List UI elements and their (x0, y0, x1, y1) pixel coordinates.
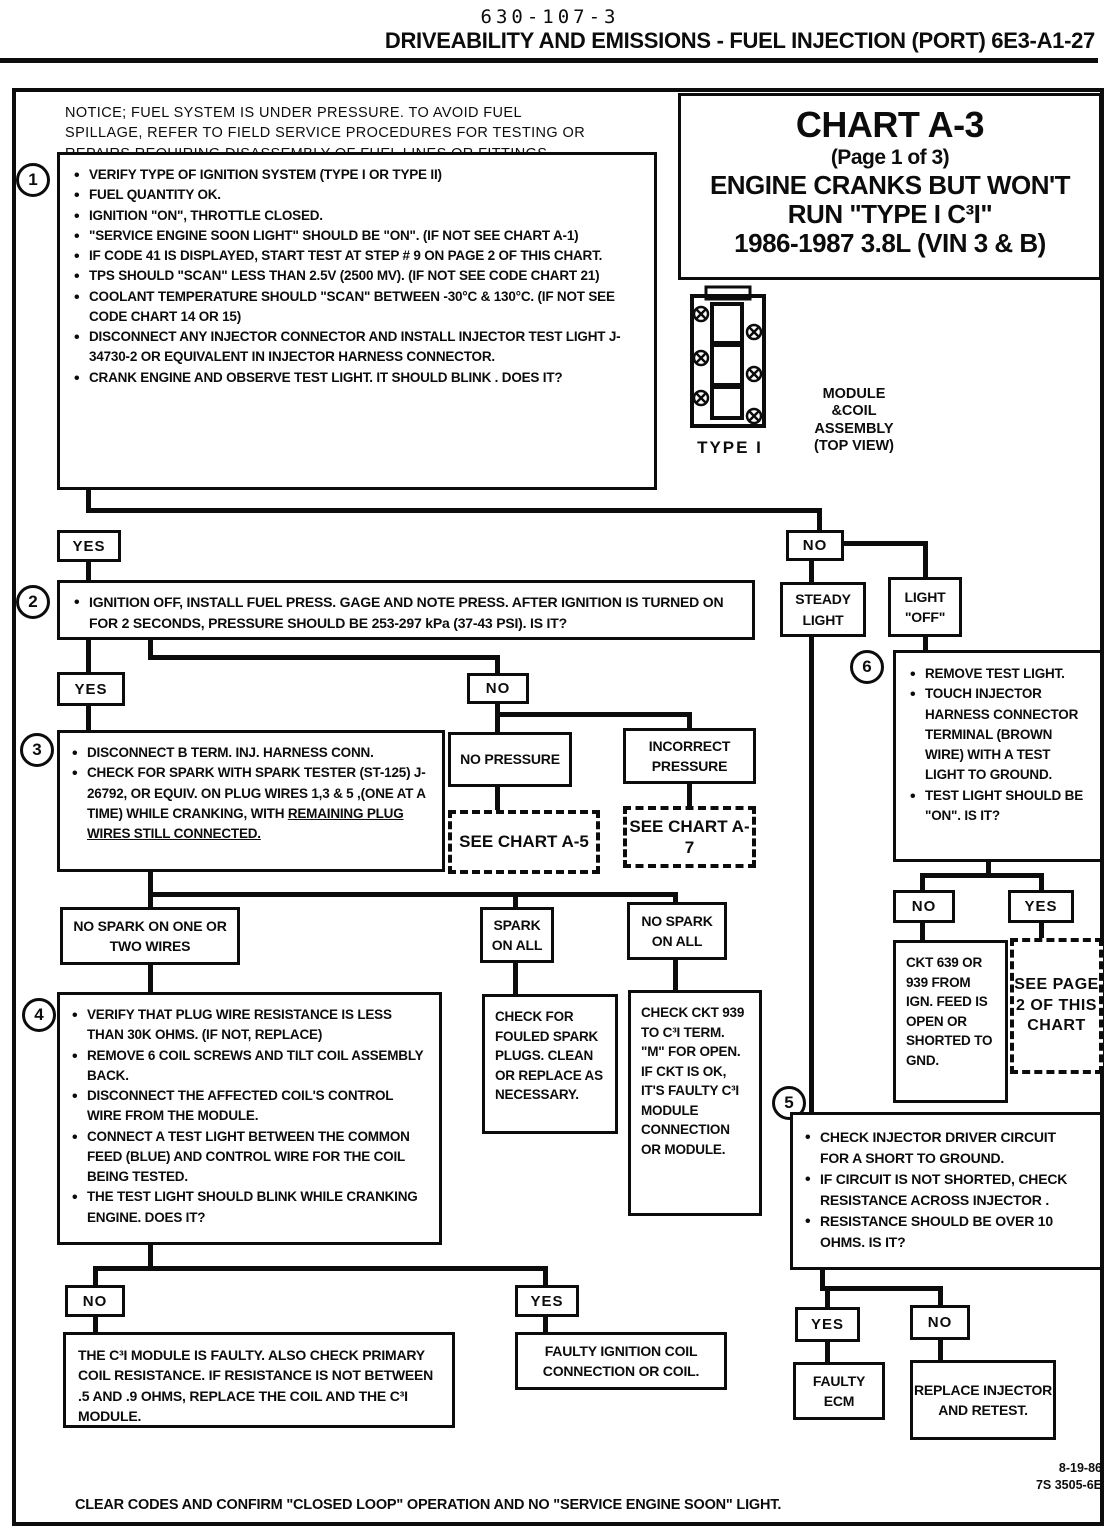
step-2-box (57, 580, 755, 640)
step-4-number: 4 (22, 998, 56, 1032)
connector (825, 1286, 830, 1309)
chart-title-block (678, 93, 1102, 280)
footer-code: 7S 3505-6E (1035, 1477, 1102, 1492)
step-1-bullet: • IF CODE 41 IS DISPLAYED, START TEST AT STEP # 9 ON PAGE 2 OF THIS CHART. (74, 246, 640, 266)
step-1-bullet: • "SERVICE ENGINE SOON LIGHT" SHOULD BE "ON". (IF NOT SEE CHART A-1) (74, 226, 640, 246)
connector (687, 784, 692, 808)
see-page-2-reference: SEE PAGE 2 OF THIS CHART (1010, 938, 1103, 1074)
outcome-faulty-ecm: FAULTY ECM (793, 1362, 885, 1420)
step-6-bullet: • REMOVE TEST LIGHT. (910, 664, 1090, 684)
outcome-c3i-module-faulty: THE C³I MODULE IS FAULTY. ALSO CHECK PRIMARY COIL RESISTANCE. IF RESISTANCE IS NOT BETWEEN .5 AND .9 OHMS, REPLACE THE COIL AND THE C³I MODULE. (63, 1332, 455, 1428)
step-5-box (790, 1112, 1103, 1270)
step-6-number: 6 (850, 650, 884, 684)
decision-no-3: NO (893, 890, 955, 923)
step-2-bullet: • IGNITION OFF, INSTALL FUEL PRESS. GAGE AND NOTE PRESS. AFTER IGNITION IS TURNED ON FOR 2 SECONDS, PRESSURE SHOULD BE 253-297 kPa (37-43 PSI). IS IT? (74, 592, 738, 634)
step-3-bullet-underlined: REMAINING PLUG WIRES STILL CONNECTED. (87, 805, 404, 841)
connector (938, 1340, 943, 1362)
connector (148, 965, 153, 993)
decision-yes-3: YES (1008, 890, 1074, 923)
notice-line: NOTICE; FUEL SYSTEM IS UNDER PRESSURE. TO AVOID FUEL (65, 105, 522, 121)
module-coil-assembly-diagram (686, 284, 774, 436)
decision-yes-4: YES (515, 1285, 579, 1317)
chart-page-ref: (Page 1 of 3) (830, 146, 950, 170)
branch-no-spark-one-two: NO SPARK ON ONE OR TWO WIRES (60, 907, 240, 965)
branch-steady-light: STEADY LIGHT (780, 582, 866, 637)
module-caption-line: MODULE (822, 386, 886, 402)
connector (920, 873, 1044, 878)
connector (923, 541, 928, 579)
connector (820, 1286, 943, 1291)
chart-title: CHART A-3 (795, 104, 985, 145)
branch-no-pressure: NO PRESSURE (448, 732, 572, 787)
step-1-bullet: • TPS SHOULD "SCAN" LESS THAN 2.5V (2500 MV). (IF NOT SEE CODE CHART 21) (74, 266, 640, 286)
decision-no-4: NO (65, 1285, 125, 1317)
connector (809, 636, 814, 1114)
header-rule (0, 58, 1098, 63)
step-6-box (893, 650, 1103, 862)
chart-subtitle: ENGINE CRANKS BUT WON'T (709, 169, 1071, 200)
step-4-bullet: • CONNECT A TEST LIGHT BETWEEN THE COMMON FEED (BLUE) AND CONTROL WIRE FOR THE COIL BEING TESTED. (72, 1127, 427, 1188)
footer-date: 8-19-86 (1058, 1461, 1102, 1475)
step-4-bullet: • DISCONNECT THE AFFECTED COIL'S CONTROL WIRE FROM THE MODULE. (72, 1086, 427, 1127)
connector (93, 1266, 548, 1271)
connector (513, 963, 518, 995)
step-3-bullet (72, 763, 430, 844)
step-3-bullet: • DISCONNECT B TERM. INJ. HARNESS CONN. (72, 743, 430, 763)
decision-no-5: NO (910, 1305, 970, 1340)
outcome-check-ckt-939: CHECK CKT 939 TO C³I TERM. "M" FOR OPEN. IF CKT IS OK, IT'S FAULTY C³I MODULE CONNECTION OR MODULE. (628, 990, 762, 1216)
decision-yes-2: YES (57, 672, 125, 706)
notice-line: SPILLAGE, REFER TO FIELD SERVICE PROCEDURES FOR TESTING OR (65, 125, 586, 142)
step-5-bullet: • CHECK INJECTOR DRIVER CIRCUIT FOR A SHORT TO GROUND. (805, 1127, 1088, 1169)
module-caption-line: &COIL (831, 403, 877, 420)
connector (86, 560, 91, 582)
step-1-bullet: • COOLANT TEMPERATURE SHOULD "SCAN" BETWEEN -30°C & 130°C. (IF NOT SEE CODE CHART 14 OR 15) (74, 287, 640, 328)
module-caption-line: (TOP VIEW) (813, 438, 895, 455)
see-chart-a7-reference: SEE CHART A-7 (623, 806, 756, 868)
step-1-bullet: • IGNITION "ON", THROTTLE CLOSED. (74, 206, 640, 226)
chart-subtitle: RUN "TYPE I C³I" (787, 198, 993, 229)
step-5-number: 5 (772, 1086, 806, 1120)
connector (938, 1286, 943, 1307)
step-4-bullet: • REMOVE 6 COIL SCREWS AND TILT COIL ASSEMBLY BACK. (72, 1046, 427, 1087)
step-1-box (57, 152, 657, 490)
outcome-check-fouled-plugs: CHECK FOR FOULED SPARK PLUGS. CLEAN OR REPLACE AS NECESSARY. (482, 994, 618, 1134)
see-chart-a5-reference: SEE CHART A-5 (448, 810, 600, 874)
module-type-label: TYPE I (697, 438, 763, 457)
connector (495, 704, 500, 734)
decision-no-2: NO (467, 673, 529, 704)
step-1-bullet: • CRANK ENGINE AND OBSERVE TEST LIGHT. IT SHOULD BLINK . DOES IT? (74, 368, 640, 388)
connector (148, 892, 678, 897)
step-6-bullet: • TOUCH INJECTOR HARNESS CONNECTOR TERMINAL (BROWN WIRE) WITH A TEST LIGHT TO GROUND. (910, 684, 1090, 785)
step-4-bullet: • VERIFY THAT PLUG WIRE RESISTANCE IS LESS THAN 30K OHMS. (IF NOT, REPLACE) (72, 1005, 427, 1046)
branch-no-spark-all: NO SPARK ON ALL (627, 902, 727, 960)
module-caption (798, 386, 910, 456)
step-1-bullet: • DISCONNECT ANY INJECTOR CONNECTOR AND INSTALL INJECTOR TEST LIGHT J-34730-2 OR EQUIVALENT IN INJECTOR HARNESS CONNECTOR. (74, 327, 640, 368)
connector (93, 1266, 98, 1287)
step-4-box (57, 992, 442, 1245)
connector (543, 1266, 548, 1287)
step-5-bullet: • IF CIRCUIT IS NOT SHORTED, CHECK RESISTANCE ACROSS INJECTOR . (805, 1169, 1088, 1211)
step-4-bullet: • THE TEST LIGHT SHOULD BLINK WHILE CRANKING ENGINE. DOES IT? (72, 1187, 427, 1228)
decision-no-1: NO (786, 530, 844, 561)
step-1-bullet: • FUEL QUANTITY OK. (74, 185, 640, 205)
connector (86, 508, 822, 513)
step-3-box (57, 730, 445, 872)
decision-yes-5: YES (795, 1307, 860, 1342)
connector (843, 541, 928, 546)
outcome-ckt-639-open: CKT 639 OR 939 FROM IGN. FEED IS OPEN OR SHORTED TO GND. (893, 940, 1008, 1103)
footer-note: CLEAR CODES AND CONFIRM "CLOSED LOOP" OPERATION AND NO "SERVICE ENGINE SOON" LIGHT. (75, 1497, 782, 1513)
branch-light-off: LIGHT "OFF" (888, 577, 962, 637)
connector (825, 1342, 830, 1364)
connector (495, 655, 500, 675)
connector (673, 960, 678, 991)
connector (495, 712, 692, 717)
page-title: DRIVEABILITY AND EMISSIONS - FUEL INJECTION (PORT) 6E3-A1-27 (384, 28, 1095, 53)
connector (495, 787, 500, 812)
connector (817, 508, 822, 532)
step-3-number: 3 (20, 733, 54, 767)
connector (86, 704, 91, 732)
outcome-faulty-ignition-coil: FAULTY IGNITION COIL CONNECTION OR COIL. (515, 1332, 727, 1390)
step-2-number: 2 (16, 585, 50, 619)
step-1-bullet: • VERIFY TYPE OF IGNITION SYSTEM (TYPE I OR TYPE II) (74, 165, 640, 185)
module-caption-line: ASSEMBLY (814, 420, 894, 437)
step-3-bullet-text: CHECK FOR SPARK WITH SPARK TESTER (ST-125) J-26792, OR EQUIV. ON PLUG WIRES 1,3 & 5 ,(ONE AT A TIME) WHILE CRANKING, WITH (87, 765, 426, 821)
step-5-bullet: • RESISTANCE SHOULD BE OVER 10 OHMS. IS IT? (805, 1211, 1088, 1253)
step-1-number: 1 (16, 163, 50, 197)
decision-yes-1: YES (57, 530, 121, 562)
outcome-replace-injector: REPLACE INJECTOR AND RETEST. (910, 1360, 1056, 1440)
connector (86, 638, 91, 674)
connector (148, 655, 500, 660)
footer-date-block (1010, 1460, 1102, 1494)
connector (809, 561, 814, 584)
step-6-bullet: • TEST LIGHT SHOULD BE "ON". IS IT? (910, 786, 1090, 827)
branch-spark-on-all: SPARK ON ALL (480, 907, 554, 963)
branch-incorrect-pressure: INCORRECT PRESSURE (623, 728, 756, 784)
chart-vin: 1986-1987 3.8L (VIN 3 & B) (734, 227, 1046, 258)
doc-number: 630-107-3 (480, 6, 620, 28)
